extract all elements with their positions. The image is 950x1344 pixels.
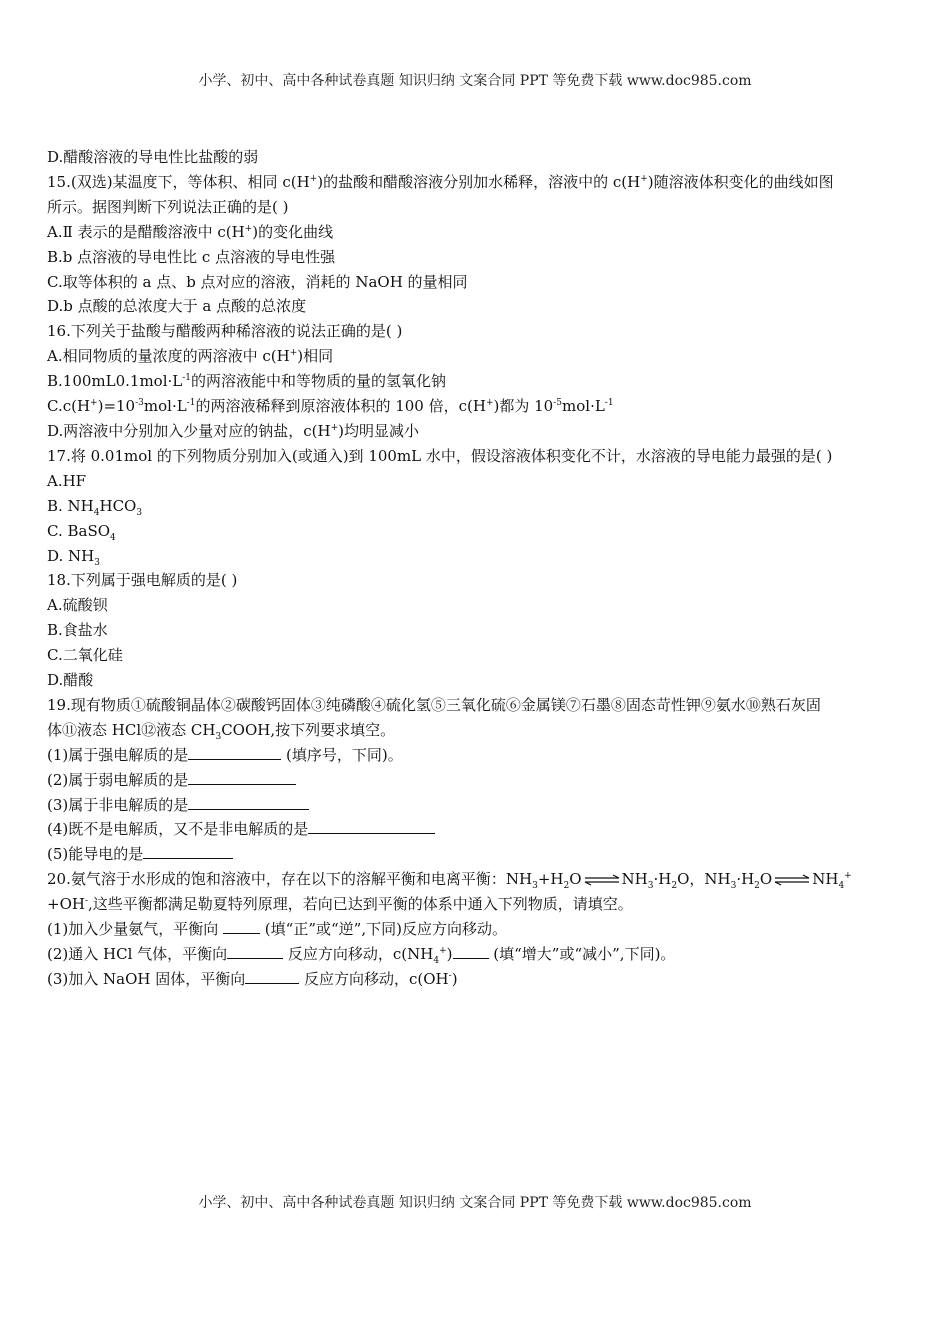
q19-part-1: (1)属于强电解质的是 (填序号，下同)。 <box>47 745 403 764</box>
question-content <box>47 145 917 992</box>
q17-option-c: C. BaSO$_4$ <box>47 521 116 543</box>
q15-option-a: A.Ⅱ 表示的是醋酸溶液中 c(H+)的变化曲线 <box>47 222 334 241</box>
equilibrium-arrow-icon <box>584 874 620 886</box>
q17-stem: 17.将 0.01mol 的下列物质分别加入(或通入)到 100mL 水中，假设溶液体积变化不计，水溶液的导电能力最强的是( ) <box>47 446 833 465</box>
q16-stem: 16.下列关于盐酸与醋酸两种稀溶液的说法正确的是( ) <box>47 322 403 341</box>
q16-option-a: A.相同物质的量浓度的两溶液中 c(H+)相同 <box>47 347 334 366</box>
q20-stem-line1: 20.氨气溶于水形成的饱和溶液中，存在以下的溶解平衡和电离平衡：$NH_3+H_2O$ $NH_3\cdot H_2O$，$NH_3\cdot H_2O$ $NH_4^+$ <box>47 870 852 892</box>
q14-option-d: D.醋酸溶液的导电性比盐酸的弱 <box>47 148 259 166</box>
q20-stem-line2: +OH-,这些平衡都满足勒夏特列原理，若向已达到平衡的体系中通入下列物质，请填空。 <box>47 895 633 914</box>
q19-part-3: (3)属于非电解质的是 <box>47 793 917 818</box>
q20-part-2: (2)通入 HCl 气体，平衡向 反应方向移动，$c(NH_4^+)$ (填“增大”或“减小”,下同)。 <box>47 945 676 966</box>
q19-part-4: (4)既不是电解质，又不是非电解质的是 <box>47 817 917 842</box>
q19-part-5: (5)能导电的是 <box>47 842 917 867</box>
q17-option-d: D. $NH_3$ <box>47 546 100 568</box>
q15-stem-line2: 所示。据图判断下列说法正确的是( ) <box>47 197 289 216</box>
page-footer: 小学、初中、高中各种试卷真题 知识归纳 文案合同 PPT 等免费下载 www.doc985.com <box>198 1195 752 1211</box>
q19-stem-line2: 体⑪液态 HCl⑫液态 $CH_3COOH$,按下列要求填空。 <box>47 720 396 742</box>
answer-blank[interactable] <box>308 818 435 834</box>
q18-stem: 18.下列属于强电解质的是( ) <box>47 571 238 590</box>
q18-option-d: D.醋酸 <box>47 671 94 690</box>
answer-blank[interactable] <box>227 943 283 959</box>
answer-blank[interactable] <box>453 943 489 959</box>
q20-part-1: (1)加入少量氨气，平衡向 (填“正”或“逆”,下同)反应方向移动。 <box>47 920 507 939</box>
q19-part-2: (2)属于弱电解质的是 <box>47 768 917 793</box>
q17-option-b: B. $NH_4HCO_3$ <box>47 496 143 518</box>
q16-option-c: $C.c(H^+)=10^{-3}mol\cdot L^{-1}$的两溶液稀释到原溶液体积的 100 倍，c(H+)都为 $10^{-5}mol\cdot L^{-1}$ <box>47 397 614 416</box>
answer-blank[interactable] <box>223 918 260 934</box>
page-header: 小学、初中、高中各种试卷真题 知识归纳 文案合同 PPT 等免费下载 www.doc985.com <box>198 73 752 89</box>
q16-option-b: $B.100mL0.1mol\cdot L^{-1}$的两溶液能中和等物质的量的氢氧化钠 <box>47 372 447 391</box>
answer-blank[interactable] <box>143 843 233 859</box>
q18-option-b: B.食盐水 <box>47 621 108 640</box>
equilibrium-arrow-icon <box>774 874 810 886</box>
q18-option-c: C.二氧化硅 <box>47 646 123 665</box>
answer-blank[interactable] <box>188 744 281 760</box>
q15-option-d: D.b 点酸的总浓度大于 a 点酸的总浓度 <box>47 297 307 316</box>
answer-blank[interactable] <box>188 769 296 785</box>
q19-stem-line1: 19.现有物质①硫酸铜晶体②碳酸钙固体③纯磷酸④硫化氢⑤三氧化硫⑥金属镁⑦石墨⑧固态苛性钾⑨氨水⑩熟石灰固 <box>47 695 821 714</box>
q20-part-3: (3)加入 NaOH 固体，平衡向 反应方向移动，c(OH-) <box>47 969 458 988</box>
q16-option-d: D.两溶液中分别加入少量对应的钠盐，c(H+)均明显减小 <box>47 421 420 440</box>
q15-option-c: C.取等体积的 a 点、b 点对应的溶液，消耗的 NaOH 的量相同 <box>47 272 468 291</box>
q15-stem-line1: 15.(双选)某温度下，等体积、相同 c(H+)的盐酸和醋酸溶液分别加水稀释，溶液中的 c(H+)随溶液体积变化的曲线如图 <box>47 172 834 191</box>
q15-option-b: B.b 点溶液的导电性比 c 点溶液的导电性强 <box>47 247 336 266</box>
q17-option-a: A.HF <box>47 471 87 490</box>
q18-option-a: A.硫酸钡 <box>47 596 108 615</box>
answer-blank[interactable] <box>188 794 309 810</box>
answer-blank[interactable] <box>245 968 299 984</box>
